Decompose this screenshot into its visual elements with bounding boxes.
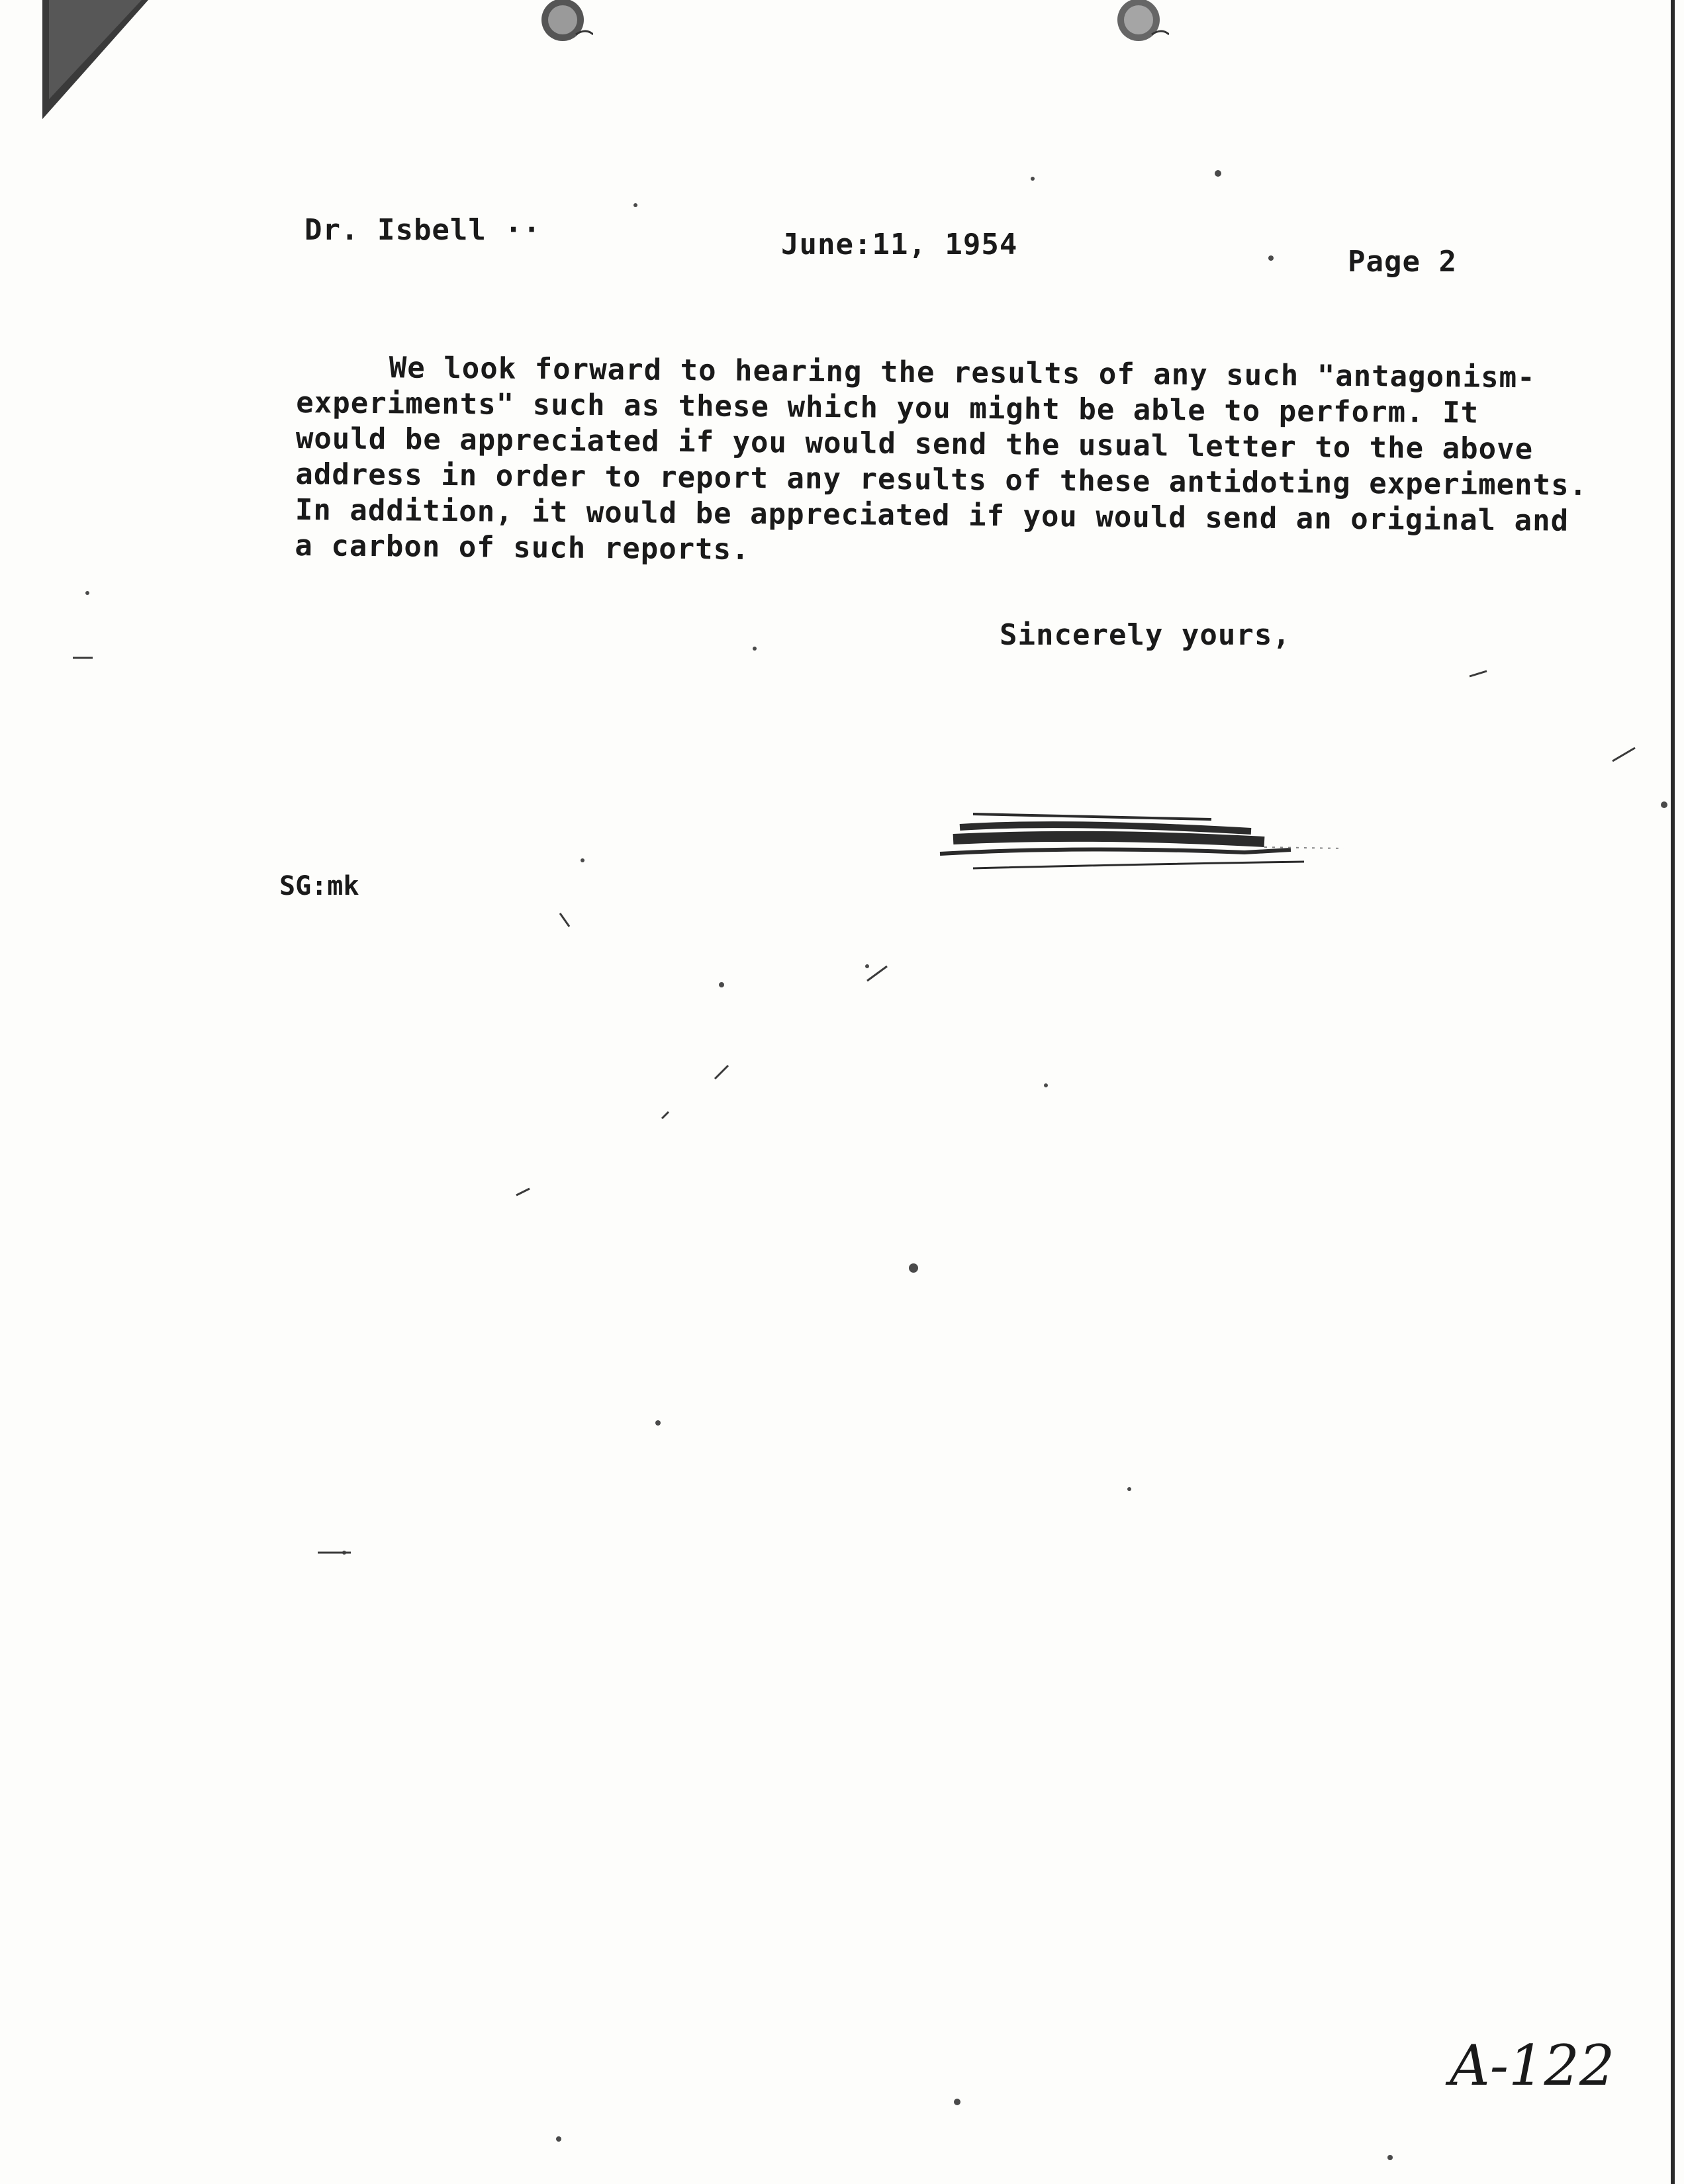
body-line: We look forward to hearing the results of any such "antagonism- bbox=[389, 351, 1536, 395]
body-line: a carbon of such reports. bbox=[295, 528, 750, 567]
handwritten-page-mark bbox=[1443, 2025, 1628, 2105]
letter-date: June:11, 1954 bbox=[781, 228, 1018, 261]
letter-body bbox=[295, 349, 1588, 575]
body-line: experiments" such as these which you might be able to perform. It bbox=[296, 385, 1479, 430]
punch-hole-right bbox=[1112, 0, 1169, 49]
punch-hole-left bbox=[536, 0, 593, 49]
addressee bbox=[304, 213, 541, 247]
page-mark-text: A-122 bbox=[1450, 2033, 1615, 2098]
typist-initials: SG:mk bbox=[279, 871, 359, 901]
body-line: In addition, it would be appreciated if you would send an original and bbox=[295, 492, 1569, 538]
body-line: address in order to report any results of these antidoting experiments. bbox=[295, 457, 1588, 503]
body-line: would be appreciated if you would send the usual letter to the above bbox=[295, 421, 1534, 467]
folded-corner-shadow bbox=[42, 0, 148, 119]
closing-salutation: Sincerely yours, bbox=[1000, 618, 1291, 652]
addressee-dots: ·· bbox=[504, 213, 541, 247]
redacted-signature bbox=[933, 801, 1344, 880]
page-number: Page 2 bbox=[1348, 245, 1457, 279]
addressee-name: Dr. Isbell bbox=[304, 213, 487, 247]
page-edge-line bbox=[1671, 0, 1675, 2184]
